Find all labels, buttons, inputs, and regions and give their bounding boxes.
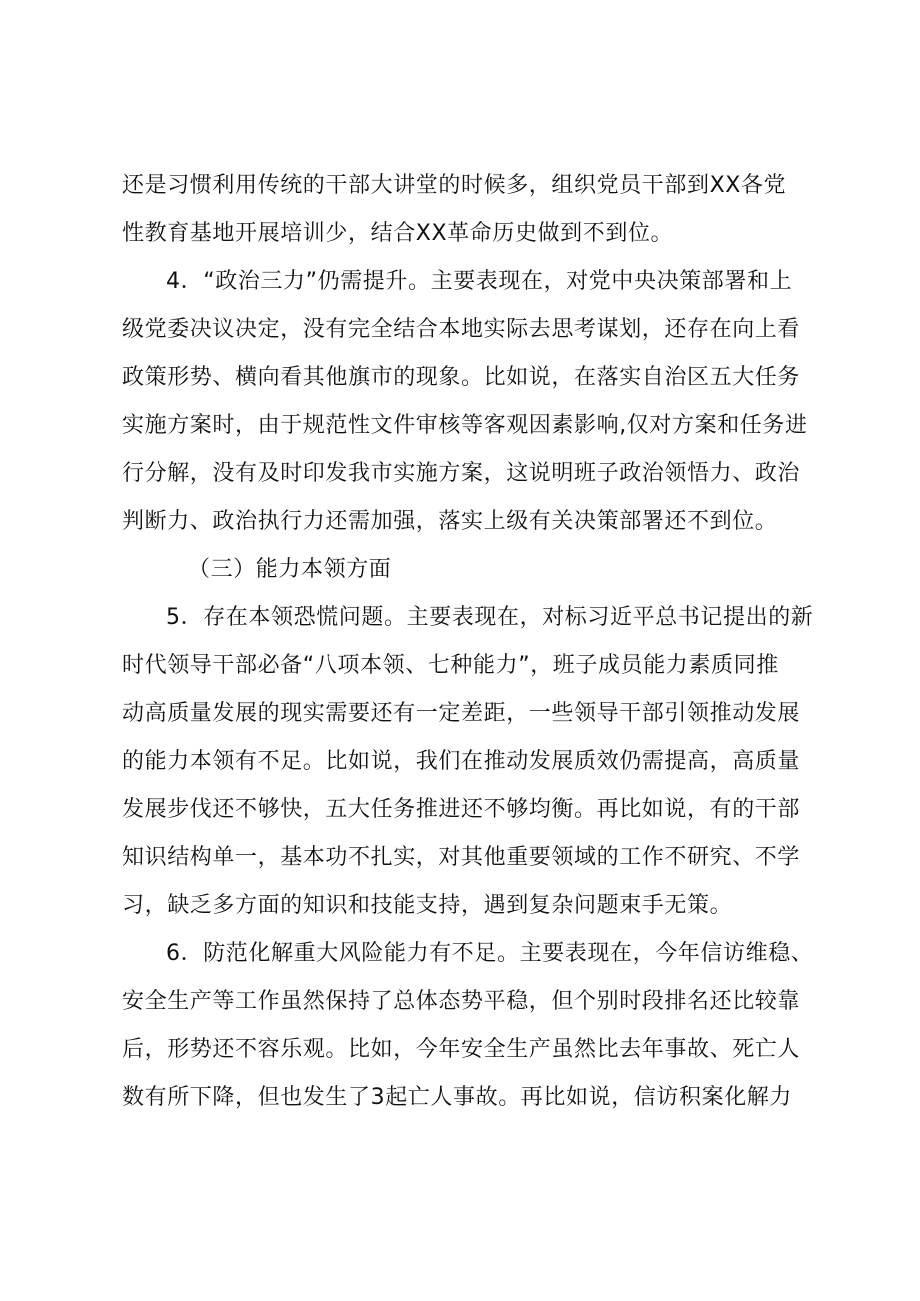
paragraph-6-start: 6．防范化解重大风险能力有不足。主要表现在，今年信访维稳、 bbox=[166, 941, 814, 966]
text-line: 时代领导干部必备“八项本领、七种能力”，班子成员能力素质同推 bbox=[122, 653, 779, 678]
text-line: 后，形势还不容乐观。比如，今年安全生产虽然比去年事故、死亡人 bbox=[122, 1037, 801, 1062]
text-line: 数有所下降，但也发生了3起亡人事故。再比如说，信访积案化解力 bbox=[122, 1085, 792, 1110]
text-line: 习，缺乏多方面的知识和技能支持，遇到复杂问题束手无策。 bbox=[122, 893, 733, 918]
text-line: 政策形势、横向看其他旗市的现象。比如说，在落实自治区五大任务 bbox=[122, 365, 801, 390]
text-line: 级党委决议决定，没有完全结合本地实际去思考谋划，还存在向上看 bbox=[122, 317, 801, 342]
text-line: 安全生产等工作虽然保持了总体态势平稳，但个别时段排名还比较靠 bbox=[122, 989, 801, 1014]
section-heading: （三）能力本领方面 bbox=[188, 557, 392, 582]
text-line: 还是习惯利用传统的干部大讲堂的时候多，组织党员干部到XX各党 bbox=[122, 173, 787, 198]
text-line: 行分解，没有及时印发我市实施方案，这说明班子政治领悟力、政治 bbox=[122, 461, 801, 486]
text-line: 知识结构单一，基本功不扎实，对其他重要领域的工作不研究、不学 bbox=[122, 845, 801, 870]
text-line: 的能力本领有不足。比如说，我们在推动发展质效仍需提高，高质量 bbox=[122, 749, 801, 774]
paragraph-5-start: 5．存在本领恐慌问题。主要表现在，对标习近平总书记提出的新 bbox=[166, 605, 814, 630]
paragraph-4-start: 4．“政治三力”仍需提升。主要表现在，对党中央决策部署和上 bbox=[166, 269, 793, 294]
text-line: 实施方案时，由于规范性文件审核等客观因素影响,仅对方案和任务进 bbox=[122, 413, 808, 438]
text-line: 性教育基地开展培训少，结合XX革命历史做到不到位。 bbox=[122, 221, 674, 246]
text-line: 判断力、政治执行力还需加强，落实上级有关决策部署还不到位。 bbox=[122, 509, 778, 534]
text-line: 动高质量发展的现实需要还有一定差距，一些领导干部引领推动发展 bbox=[122, 701, 801, 726]
text-line: 发展步伐还不够快，五大任务推进还不够均衡。再比如说，有的干部 bbox=[122, 797, 801, 822]
